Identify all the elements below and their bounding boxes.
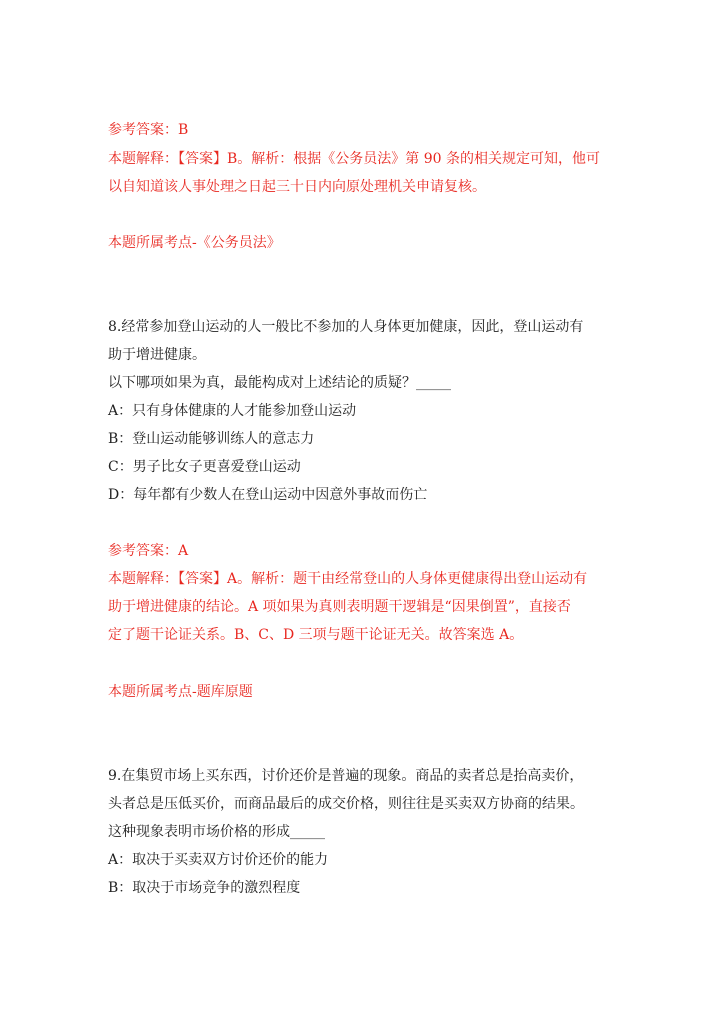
explanation-line-8-1: 本题解释：【答案】A。解析：题干由经常登山的人身体更健康得出登山运动有 (108, 571, 588, 587)
answer-label-7: 参考答案：B (108, 122, 189, 138)
question-9-stem-1: 9.在集贸市场上买东西，讨价还价是普遍的现象。商品的卖者总是抬高卖价， (108, 768, 584, 784)
explanation-line-7-1: 本题解释：【答案】B。解析：根据《公务员法》第 90 条的相关规定可知，他可 (108, 151, 601, 167)
question-8-option-c: C：男子比女子更喜爱登山运动 (108, 459, 301, 475)
answer-label-8: 参考答案：A (108, 543, 189, 559)
question-8-option-a: A：只有身体健康的人才能参加登山运动 (108, 403, 357, 419)
explanation-line-8-2: 助于增进健康的结论。A 项如果为真则表明题干逻辑是“因果倒置”，直接否 (108, 599, 571, 615)
question-9-option-a: A：取决于买卖双方讨价还价的能力 (108, 852, 329, 868)
question-9-stem-2: 头者总是压低买价，而商品最后的成交价格，则往往是买卖双方协商的结果。 (108, 796, 584, 812)
question-9-stem-3: 这种现象表明市场价格的形成_____ (108, 824, 325, 840)
explanation-line-8-3: 定了题干论证关系。B、C、D 三项与题干论证无关。故答案选 A。 (108, 627, 524, 643)
question-8-stem-1: 8.经常参加登山运动的人一般比不参加的人身体更加健康，因此，登山运动有 (108, 319, 584, 335)
question-8-stem-3: 以下哪项如果为真，最能构成对上述结论的质疑？_____ (108, 375, 451, 391)
topic-label-8: 本题所属考点-题库原题 (108, 684, 253, 700)
question-8-option-d: D：每年都有少数人在登山运动中因意外事故而伤亡 (108, 487, 428, 503)
topic-label-7: 本题所属考点-《公务员法》 (108, 235, 281, 251)
question-9-option-b: B：取决于市场竞争的激烈程度 (108, 880, 301, 896)
question-8-stem-2: 助于增进健康。 (108, 347, 206, 363)
explanation-line-7-2: 以自知道该人事处理之日起三十日内向原处理机关申请复核。 (108, 179, 486, 195)
question-8-option-b: B：登山运动能够训练人的意志力 (108, 431, 315, 447)
